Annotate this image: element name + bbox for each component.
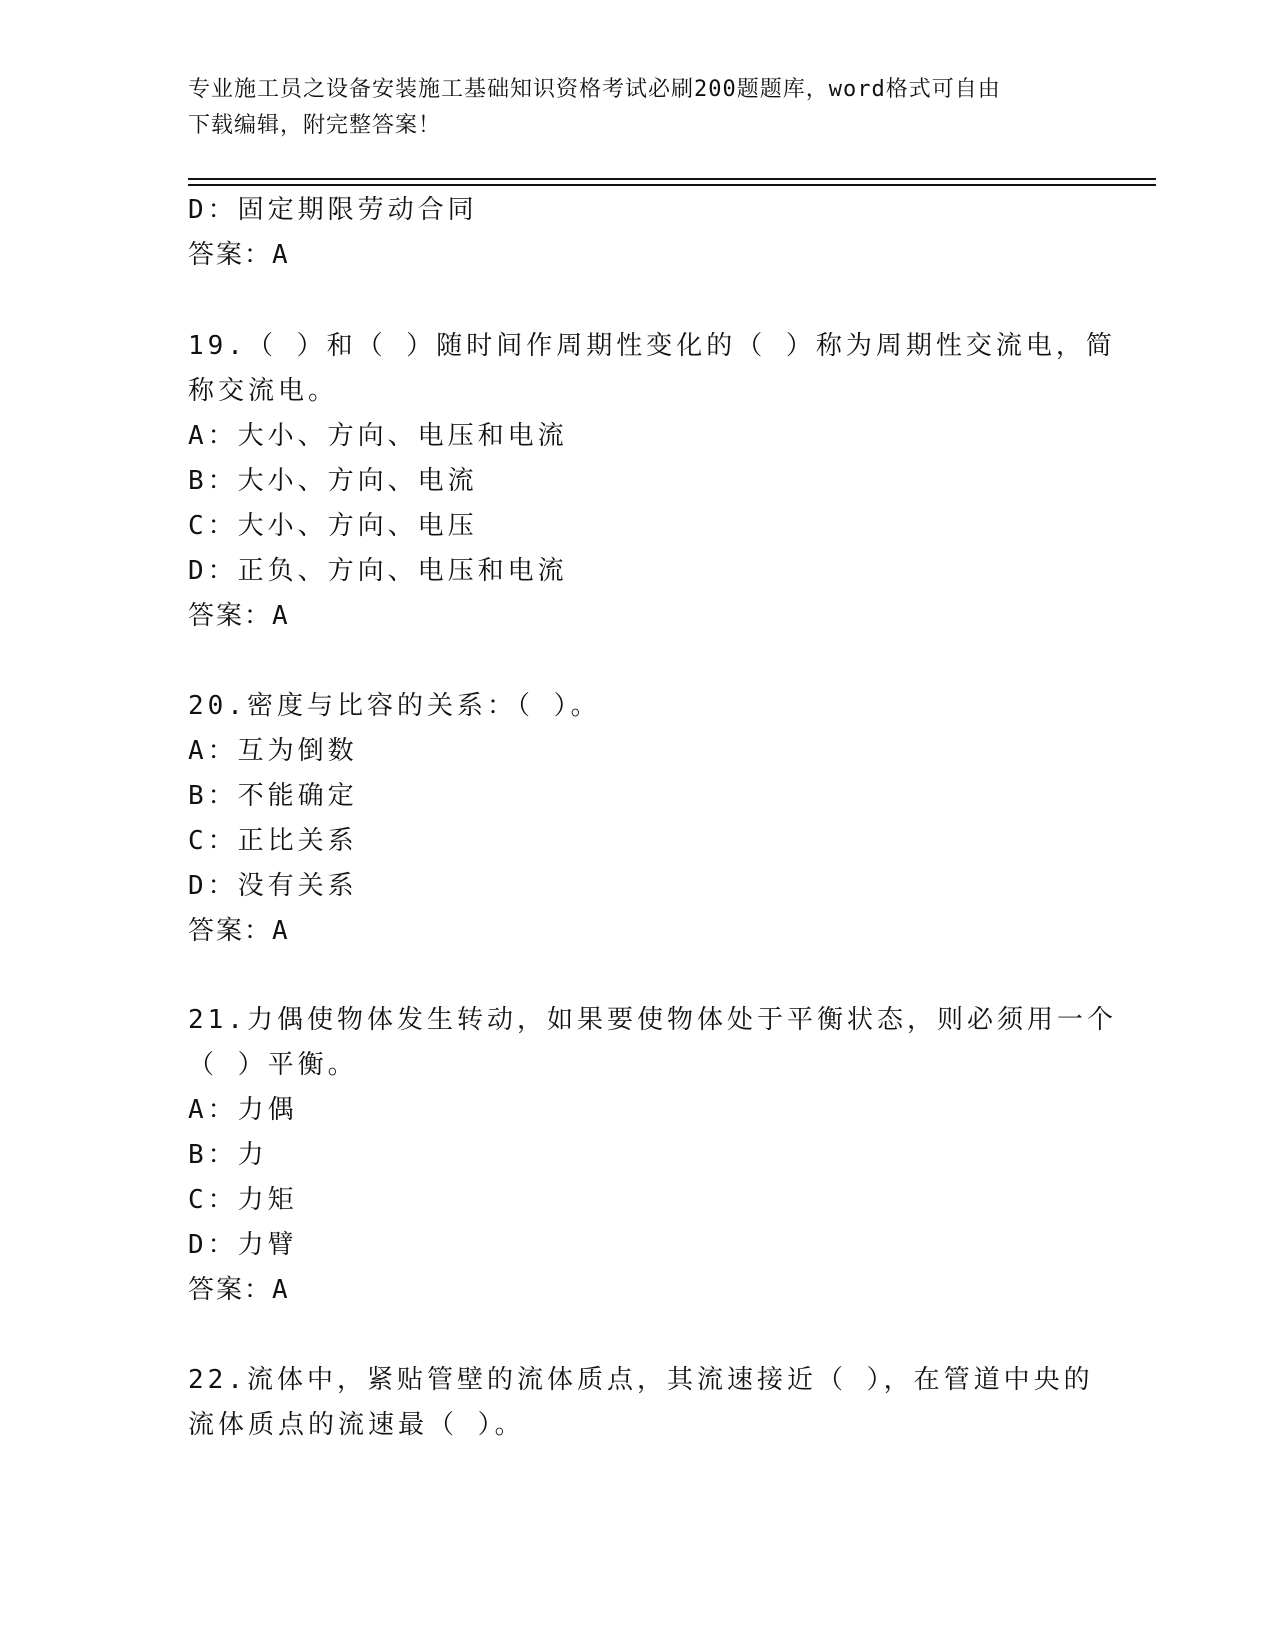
q19-stem-line-2: 称交流电。 (188, 376, 339, 406)
q22-stem-line-2: 流体质点的流速最（ ）。 (188, 1410, 525, 1440)
q21-option-b: B：力 (188, 1140, 268, 1170)
q20-answer: 答案：A (188, 916, 290, 946)
q19-stem-line-1: 19.（ ）和（ ）随时间作周期性变化的（ ）称为周期性交流电，简 (188, 331, 1116, 361)
document-header (188, 72, 1088, 144)
q19-answer: 答案：A (188, 601, 290, 631)
q20-option-d: D：没有关系 (188, 871, 358, 901)
q20-stem-line-1: 20.密度与比容的关系：（ ）。 (188, 691, 601, 721)
prev-option-d: D：固定期限劳动合同 (188, 195, 478, 225)
q21-answer: 答案：A (188, 1275, 290, 1305)
q20-option-c: C：正比关系 (188, 826, 358, 856)
q21-option-d: D：力臂 (188, 1230, 298, 1260)
q19-option-d: D：正负、方向、电压和电流 (188, 556, 568, 586)
q19-option-c: C：大小、方向、电压 (188, 511, 478, 541)
q21-option-c: C：力矩 (188, 1185, 298, 1215)
q20-option-b: B：不能确定 (188, 781, 358, 811)
q19-option-a: A：大小、方向、电压和电流 (188, 421, 568, 451)
header-line-1: 专业施工员之设备安装施工基础知识资格考试必刷200题题库，word格式可自由 (188, 77, 1001, 102)
header-line-2: 下载编辑，附完整答案！ (188, 113, 442, 138)
prev-answer: 答案：A (188, 240, 290, 270)
q21-option-a: A：力偶 (188, 1095, 298, 1125)
q19-option-b: B：大小、方向、电流 (188, 466, 478, 496)
q21-stem-line-1: 21.力偶使物体发生转动，如果要使物体处于平衡状态，则必须用一个 (188, 1005, 1117, 1035)
q20-option-a: A：互为倒数 (188, 736, 358, 766)
q21-stem-line-2: （ ）平衡。 (188, 1050, 358, 1080)
header-rule-top (188, 178, 1156, 180)
header-rule-bottom (188, 184, 1156, 186)
q22-stem-line-1: 22.流体中，紧贴管壁的流体质点，其流速接近（ ），在管道中央的 (188, 1365, 1094, 1395)
